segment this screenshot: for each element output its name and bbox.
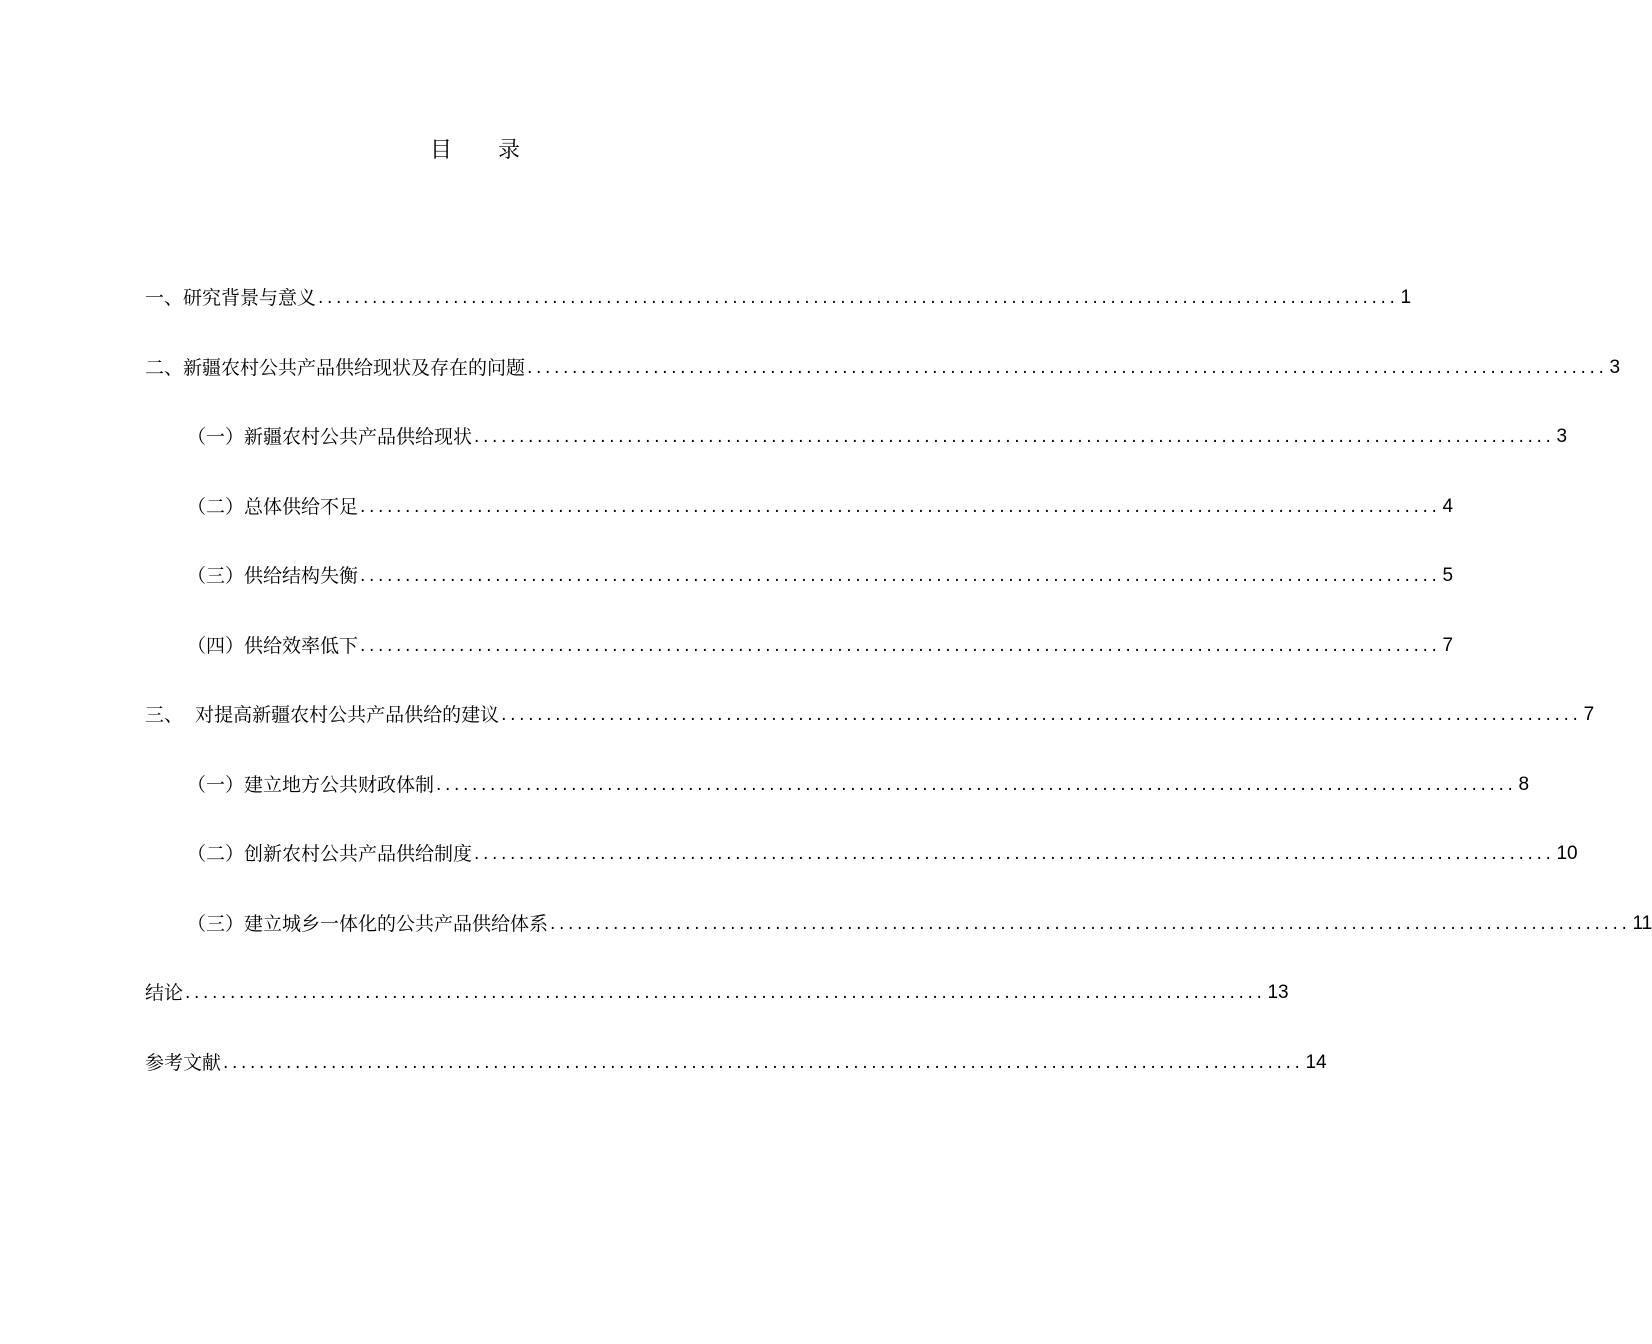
toc-entry[interactable] <box>145 492 1454 562</box>
toc-page-number: 4 <box>1442 495 1454 517</box>
toc-entry[interactable] <box>145 770 1530 840</box>
dot-leader: ........................................................................................................................ <box>360 566 1441 586</box>
toc-page-number: 3 <box>1556 426 1568 447</box>
dot-leader: ........................................................................................................................ <box>436 774 1517 795</box>
toc-entry[interactable] <box>145 283 1412 353</box>
toc-page-number: 5 <box>1442 565 1454 586</box>
toc-entry-text: （三）建立城乡一体化的公共产品供给体系 <box>187 912 549 935</box>
toc-page-number: 14 <box>1305 1051 1327 1073</box>
toc-entry-text: 参考文献 <box>145 1051 222 1074</box>
dot-leader: ........................................................................................................................ <box>501 705 1582 725</box>
toc-entry-text: （二）总体供给不足 <box>187 495 359 518</box>
toc-entry-text: （一）建立地方公共财政体制 <box>187 773 435 796</box>
toc-page-number: 1 <box>1400 287 1412 308</box>
page-title <box>0 136 950 166</box>
toc-entry[interactable] <box>145 561 1454 631</box>
toc-page-number: 10 <box>1556 843 1578 864</box>
toc-page-number: 7 <box>1583 704 1595 725</box>
dot-leader: ........................................................................................................................ <box>550 913 1631 934</box>
toc-entry[interactable] <box>145 422 1568 492</box>
toc-entry-text: 三、 对提高新疆农村公共产品供给的建议 <box>145 704 500 726</box>
dot-leader: ........................................................................................................................ <box>185 983 1266 1003</box>
title-char-1: 目 <box>429 138 452 163</box>
toc-entry-text: （三）供给结构失衡 <box>187 565 359 587</box>
toc-page-number: 8 <box>1518 773 1530 795</box>
toc-entry-text: （二）创新农村公共产品供给制度 <box>187 843 473 865</box>
dot-leader: ........................................................................................................................ <box>360 496 1441 517</box>
toc-entry-text: （四）供给效率低下 <box>187 634 359 657</box>
title-char-2: 录 <box>498 138 521 163</box>
toc-entry-text: 二、新疆农村公共产品供给现状及存在的问题 <box>145 356 526 379</box>
toc-page-number: 13 <box>1267 982 1289 1003</box>
dot-leader: ........................................................................................................................ <box>527 357 1608 378</box>
dot-leader: ........................................................................................................................ <box>223 1052 1304 1073</box>
dot-leader: ........................................................................................................................ <box>318 288 1399 308</box>
toc-entry[interactable] <box>145 631 1454 701</box>
toc-page-number: 7 <box>1442 634 1454 656</box>
toc-entry[interactable] <box>145 1048 1327 1118</box>
toc-entry[interactable] <box>145 353 1621 423</box>
dot-leader: ........................................................................................................................ <box>474 844 1555 864</box>
toc-entry[interactable] <box>145 700 1595 770</box>
toc-entry-text: 一、研究背景与意义 <box>145 287 317 309</box>
toc-entry[interactable] <box>145 909 1652 979</box>
toc-entry-text: （一）新疆农村公共产品供给现状 <box>187 426 473 448</box>
table-of-contents <box>145 283 1652 1117</box>
toc-page-number: 3 <box>1609 356 1621 378</box>
toc-entry[interactable] <box>145 839 1578 909</box>
dot-leader: ........................................................................................................................ <box>474 427 1555 447</box>
toc-entry-text: 结论 <box>145 982 184 1004</box>
toc-page-number: 11 <box>1632 912 1652 934</box>
dot-leader: ........................................................................................................................ <box>360 635 1441 656</box>
toc-entry[interactable] <box>145 978 1289 1048</box>
